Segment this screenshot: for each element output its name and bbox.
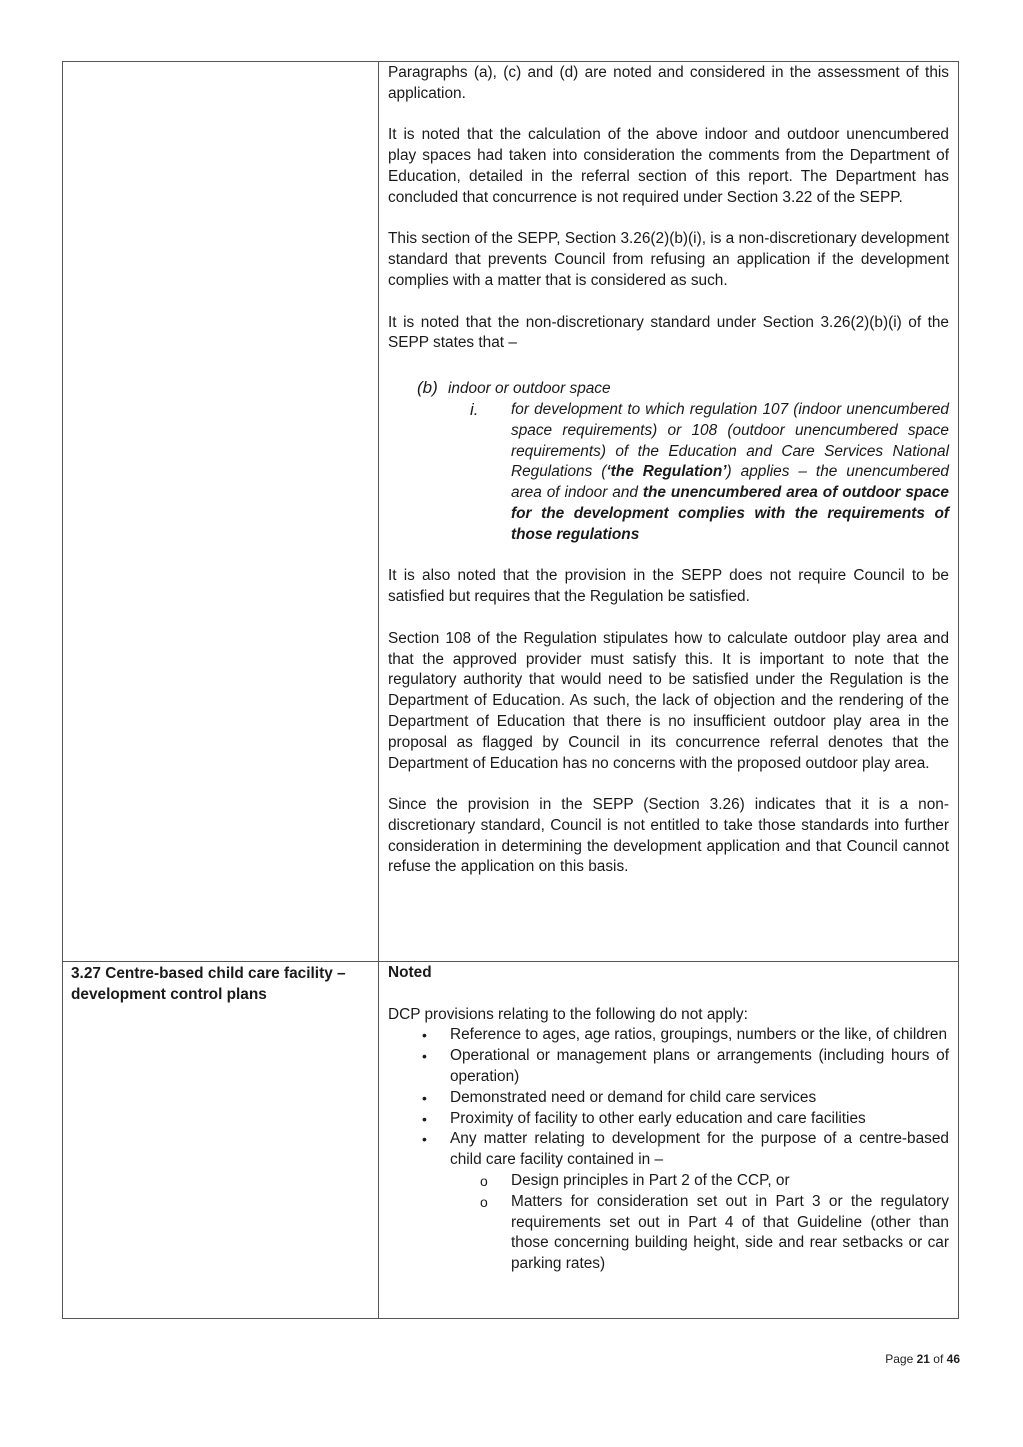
list-item	[388, 1171, 949, 1192]
paragraph: It is noted that the non-discretionary standard under Section 3.26(2)(b)(i) of the SEPP states that –	[388, 313, 949, 352]
bullet-icon: •	[422, 1089, 427, 1106]
bullet-icon: •	[422, 1110, 427, 1127]
total-pages: 46	[946, 1352, 960, 1366]
list-item-text: Matters for consideration set out in Part 3 or the regulatory requirements set out in Part 4 of that Guideline (other than those concerning building height, side and rear setbacks or car parking rates)	[511, 1192, 949, 1273]
row-heading: Noted	[388, 964, 432, 981]
sub-bullet-list	[388, 1171, 949, 1275]
list-item-text: Operational or management plans or arrangements (including hours of operation)	[450, 1047, 949, 1085]
page-number	[885, 1352, 960, 1366]
list-item-text: Proximity of facility to other early education and care facilities	[450, 1109, 866, 1127]
bullet-icon: •	[422, 1027, 427, 1044]
list-item-text: Reference to ages, age ratios, groupings, numbers or the like, of children	[450, 1026, 948, 1044]
list-item-text: Demonstrated need or demand for child care services	[450, 1088, 817, 1106]
paragraph: Since the provision in the SEPP (Section 3.26) indicates that it is a non-discretionary standard, Council is not entitled to take those standards into further consideration in determining the development application and that Council cannot refuse the application on this basis.	[388, 796, 949, 876]
paragraph: This section of the SEPP, Section 3.26(2)(b)(i), is a non-discretionary development standard that prevents Council from refusing an application if the development complies with a matter that is considered as such.	[388, 230, 949, 289]
paragraph: Section 108 of the Regulation stipulates how to calculate outdoor play area and that the approved provider must satisfy this. It is important to note that the regulatory authority that would need to be satisfied under the Regulation is the Department of Education. As such, the lack of objection and the rendering of the Department of Education that there is no insufficient outdoor play area in the proposal as flagged by Council in its concurrence referral denotes that the Department of Education has no concerns with the proposed outdoor play area.	[388, 629, 949, 772]
row-label: 3.27 Centre-based child care facility – development control plans	[71, 965, 346, 1003]
quote-clause-i	[388, 400, 949, 546]
row-label-cell	[63, 962, 379, 1319]
list-item	[388, 1025, 949, 1046]
list-item-text: Any matter relating to development for the purpose of a centre-based child care facility contained in –	[450, 1130, 949, 1169]
row-content-cell	[379, 962, 959, 1319]
bullet-icon: •	[422, 1131, 427, 1148]
circle-bullet-icon: o	[480, 1172, 488, 1189]
page-of-label: of	[929, 1352, 947, 1366]
clause-number: i.	[470, 399, 479, 419]
bullet-list	[388, 1025, 949, 1171]
list-item	[388, 1192, 949, 1275]
table-row	[63, 62, 959, 962]
current-page: 21	[916, 1352, 930, 1366]
assessment-table	[62, 61, 959, 1319]
quote-clause-b	[388, 378, 949, 400]
list-item	[388, 1088, 949, 1109]
clause-bold-text: the unencumbered area of outdoor space for the development complies with the requirements of those regulations	[511, 484, 949, 543]
row-content-cell	[379, 62, 959, 962]
table-row	[63, 962, 959, 1319]
circle-bullet-icon: o	[480, 1193, 488, 1210]
page-label: Page	[885, 1352, 917, 1366]
bullet-icon: •	[422, 1048, 427, 1065]
paragraph: Paragraphs (a), (c) and (d) are noted and considered in the assessment of this application.	[388, 64, 949, 102]
list-item-text: Design principles in Part 2 of the CCP, or	[511, 1171, 790, 1189]
clause-text: indoor or outdoor space	[448, 380, 611, 398]
paragraph: It is also noted that the provision in the SEPP does not require Council to be satisfied but requires that the Regulation be satisfied.	[388, 567, 949, 606]
clause-body	[511, 400, 949, 546]
row-label-cell	[63, 62, 379, 962]
paragraph: It is noted that the calculation of the above indoor and outdoor unencumbered play spaces had taken into consideration the comments from the Department of Education, detailed in the referral section of this report. The Department has concluded that concurrence is not required under Section 3.22 of the SEPP.	[388, 126, 949, 206]
paragraph: DCP provisions relating to the following do not apply:	[388, 1005, 748, 1023]
clause-text: ) applies – the unencumbered area of indoor and	[511, 463, 949, 502]
clause-text: for development to which regulation 107 (indoor unencumbered space requirements) or 108 (outdoor unencumbered space requirements) of the Education and Care Services National Regulations (	[511, 400, 949, 481]
list-item	[388, 1109, 949, 1130]
clause-label: (b)	[417, 378, 438, 398]
sepp-quote	[388, 378, 949, 545]
clause-bold-text: ‘the Regulation’	[606, 463, 727, 481]
list-item	[388, 1129, 949, 1171]
list-item	[388, 1046, 949, 1088]
